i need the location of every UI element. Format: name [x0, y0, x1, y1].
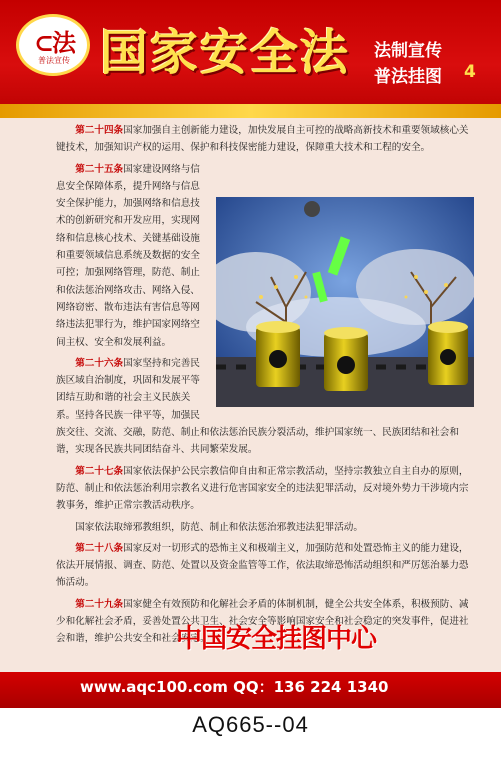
footer-contact: www.aqc100.com QQ：136 224 1340	[80, 678, 389, 696]
subtitle-line2: 普法挂图	[374, 67, 442, 87]
article-28	[56, 540, 474, 592]
chart-number: 4	[464, 62, 476, 82]
logo	[16, 14, 90, 76]
product-code-caption: AQ665--04	[192, 712, 309, 737]
poster-title: 国家安全法	[100, 25, 351, 81]
article-text: 国家健全有效预防和化解社会矛盾的体制机制，健全公共安全体系，积极预防、减少和化解社会矛盾，妥善处置公共卫生、社会安全等影响国家安全和社会稳定的突发事件，促进社会和谐，维护公共安全和社会安定。	[56, 598, 469, 645]
header-gold-stripe	[0, 104, 501, 118]
logo-mark-icon: ⊂法	[33, 28, 75, 57]
subtitle-line1: 法制宣传	[374, 41, 442, 61]
header-banner	[0, 0, 501, 118]
article-text: 国家建设网络与信息安全保障体系，提升网络与信息安全保护能力，加强网络和信息技术的创新研究和开发应用，实现网络和信息核心技术、关键基础设施和重要领域信息系统及数据的安全可控；加强网络管理，防范、制止和依法惩治网络攻击、网络入侵、网络窃密、散布违法有害信息等网络违法犯罪行为，维护国家网络空间主权、安全和发展利益。	[56, 163, 200, 348]
article-text: 国家加强自主创新能力建设，加快发展自主可控的战略高新技术和重要领域核心关键技术，加强知识产权的运用、保护和科技保密能力建设，保障重大技术和工程的安全。	[56, 125, 469, 154]
article-text: 国家依法取缔邪教组织，防范、制止和依法惩治邪教违法犯罪活动。	[75, 521, 363, 533]
article-24	[56, 122, 474, 157]
article-27-cont	[56, 519, 474, 536]
article-number: 第二十九条	[75, 598, 124, 610]
article-27	[56, 463, 474, 515]
article-number: 第二十五条	[75, 163, 124, 175]
logo-caption: 普法宣传	[38, 56, 70, 65]
article-text: 国家坚持和完善民族区域自治制度，巩固和发展平等团结互助和谐的社会主义民族关系。坚持各民族一律平等，加强民族交往、交流、交融，防范、制止和依法惩治民族分裂活动，维护国家统一、民族团结和社会和谐，实现各民族共同团结奋斗、共同繁荣发展。	[56, 357, 459, 456]
article-text: 国家依法保护公民宗教信仰自由和正常宗教活动，坚持宗教独立自主自办的原则，防范、制止和依法惩治利用宗教名义进行危害国家安全的违法犯罪活动，反对境外势力干涉境内宗教事务，维护正常宗教活动秩序。	[56, 465, 469, 512]
article-number: 第二十六条	[75, 357, 124, 369]
article-number: 第二十七条	[75, 465, 124, 477]
article-number: 第二十八条	[75, 542, 124, 554]
article-number: 第二十四条	[75, 125, 124, 136]
article-body	[56, 122, 474, 652]
illustration-image	[216, 197, 474, 407]
watermark-text: 中国安全挂图中心	[176, 624, 377, 654]
article-text: 国家反对一切形式的恐怖主义和极端主义，加强防范和处置恐怖主义的能力建设，依法开展情报、调查、防范、处置以及资金监管等工作，依法取缔恐怖活动组织和严厉惩治暴力恐怖活动。	[56, 542, 469, 589]
